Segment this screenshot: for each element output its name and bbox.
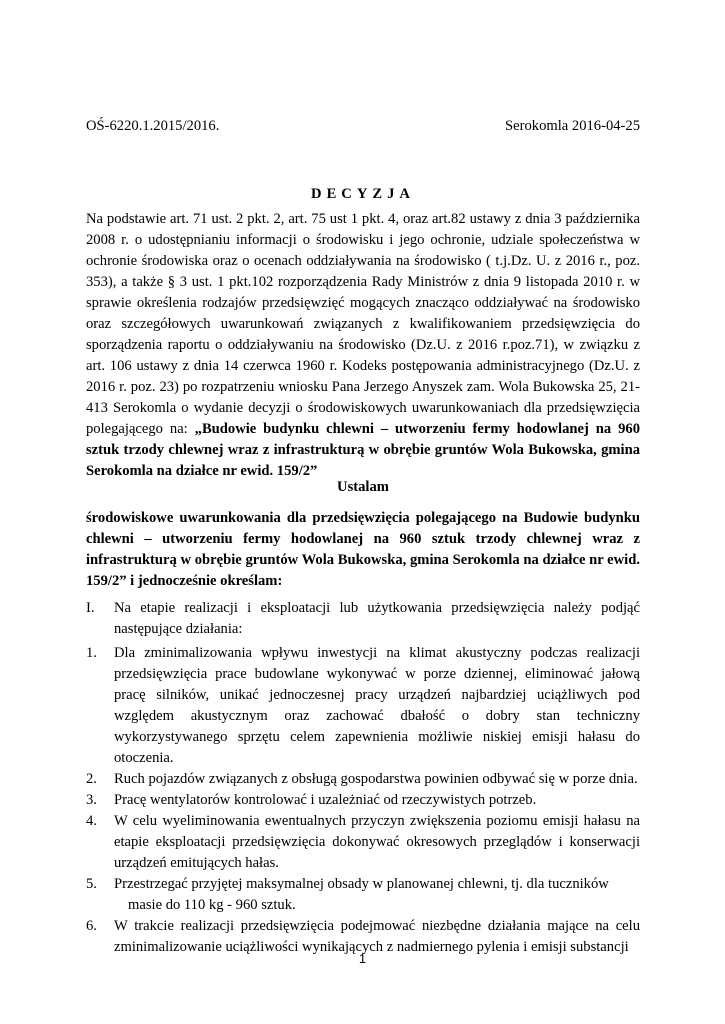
requirements-list [86, 643, 640, 958]
section-text: Na etapie realizacji i eksploatacji lub użytkowania przedsięwzięcia należy podjąć następujące działania: [114, 600, 640, 637]
ustalam-heading: Ustalam [337, 479, 389, 495]
page-number: 1 [358, 951, 367, 966]
list-item-text: W celu wyeliminowania ewentualnych przyczyn zwiększenia poziomu emisji hałasu na etapie eksploatacji przedsięwzięcia dokonywać okresowych przeglądów i konserwacji urządzeń emitujących hałas. [114, 813, 640, 871]
list-item [86, 769, 640, 790]
document-header [86, 116, 640, 137]
list-item-number: 5. [86, 876, 97, 892]
reference-number: OŚ-6220.1.2015/2016. [86, 118, 220, 134]
list-item [86, 643, 640, 769]
intro-text: Na podstawie art. 71 ust. 2 pkt. 2, art. 75 ust 1 pkt. 4, oraz art.82 ustawy z dnia 3 października 2008 r. o udostępnianiu informacji o środowisku i jego ochronie, udziale społeczeństwa w ochronie środowiska oraz o ocenach oddziaływania na środowisko ( t.j.Dz. U. z 2016 r., poz. 353), a także § 3 ust. 1 pkt.102 rozporządzenia Rady Ministrów z dnia 9 listopada 2010 r. w sprawie określenia rodzajów przedsięwzięć mogących znacząco oddziaływać na środowisko oraz szczegółowych uwarunkowań związanych z kwalifikowaniem przedsięwzięcia do sporządzenia raportu o oddziaływaniu na środowisko (Dz.U. z 2016 r.poz.71), w związku z art. 106 ustawy z dnia 14 czerwca 1960 r. Kodeks postępowania administracyjnego (Dz.U. z 2016 r. poz. 23) po rozpatrzeniu wniosku Pana Jerzego Anyszek zam. Wola Bukowska 25, 21-413 Serokomla o wydanie decyzji o środowiskowych uwarunkowaniach dla przedsięwzięcia polegającego na: [86, 211, 640, 437]
list-item-text: Dla zminimalizowania wpływu inwestycji na klimat akustyczny podczas realizacji przedsięwzięcia prace budowlane wykonywać w porze dziennej, eliminować jałową pracę silników, unikać jednoczesnej pracy urządzeń najbardziej uciążliwych pod względem akustycznym oraz zachować dbałość o dobry stan techniczny wykorzystywanego sprzętu celem zapewnienia możliwie niskiej emisji hałasu do otoczenia. [114, 645, 640, 766]
list-item [86, 790, 640, 811]
list-item-number: 3. [86, 792, 97, 808]
place-date: Serokomla 2016-04-25 [505, 118, 640, 134]
decision-paragraph: środowiskowe uwarunkowania dla przedsięwzięcia polegającego na Budowie budynku chlewni – utworzeniu fermy hodowlanej na 960 sztuk trzody chlewnej wraz z infrastrukturą w obrębie gruntów Wola Bukowska, gmina Serokomla na działce nr ewid. 159/2” i jednocześnie określam: [86, 510, 640, 589]
intro-bold-subject: „Budowie budynku chlewni – utworzeniu fermy hodowlanej na 960 sztuk trzody chlewnej wraz z infrastrukturą w obrębie gruntów Wola Bukowska, gmina Serokomla na działce nr ewid. 159/2” [86, 421, 640, 479]
list-item-text: Przestrzegać przyjętej maksymalnej obsady w planowanej chlewni, tj. dla tuczników [114, 876, 609, 892]
list-item [86, 874, 640, 916]
list-item-number: 1. [86, 645, 97, 661]
list-item-text-continued: masie do 110 kg - 960 sztuk. [128, 897, 296, 913]
list-item-number: 6. [86, 918, 97, 934]
list-item [86, 811, 640, 874]
section-number: I. [86, 600, 95, 616]
list-item-text: W trakcie realizacji przedsięwzięcia podejmować niezbędne działania mające na celu zminimalizowanie uciążliwości wynikających z nadmiernego pylenia i emisji substancji [114, 918, 640, 955]
list-item-number: 4. [86, 813, 97, 829]
section-I [86, 598, 640, 640]
list-item-text: Pracę wentylatorów kontrolować i uzależniać od rzeczywistych potrzeb. [114, 792, 537, 808]
list-item-text: Ruch pojazdów związanych z obsługą gospodarstwa powinien odbywać się w porze dnia. [114, 771, 638, 787]
intro-paragraph [86, 209, 640, 482]
list-item-number: 2. [86, 771, 97, 787]
document-title: DECYZJA [311, 186, 415, 202]
